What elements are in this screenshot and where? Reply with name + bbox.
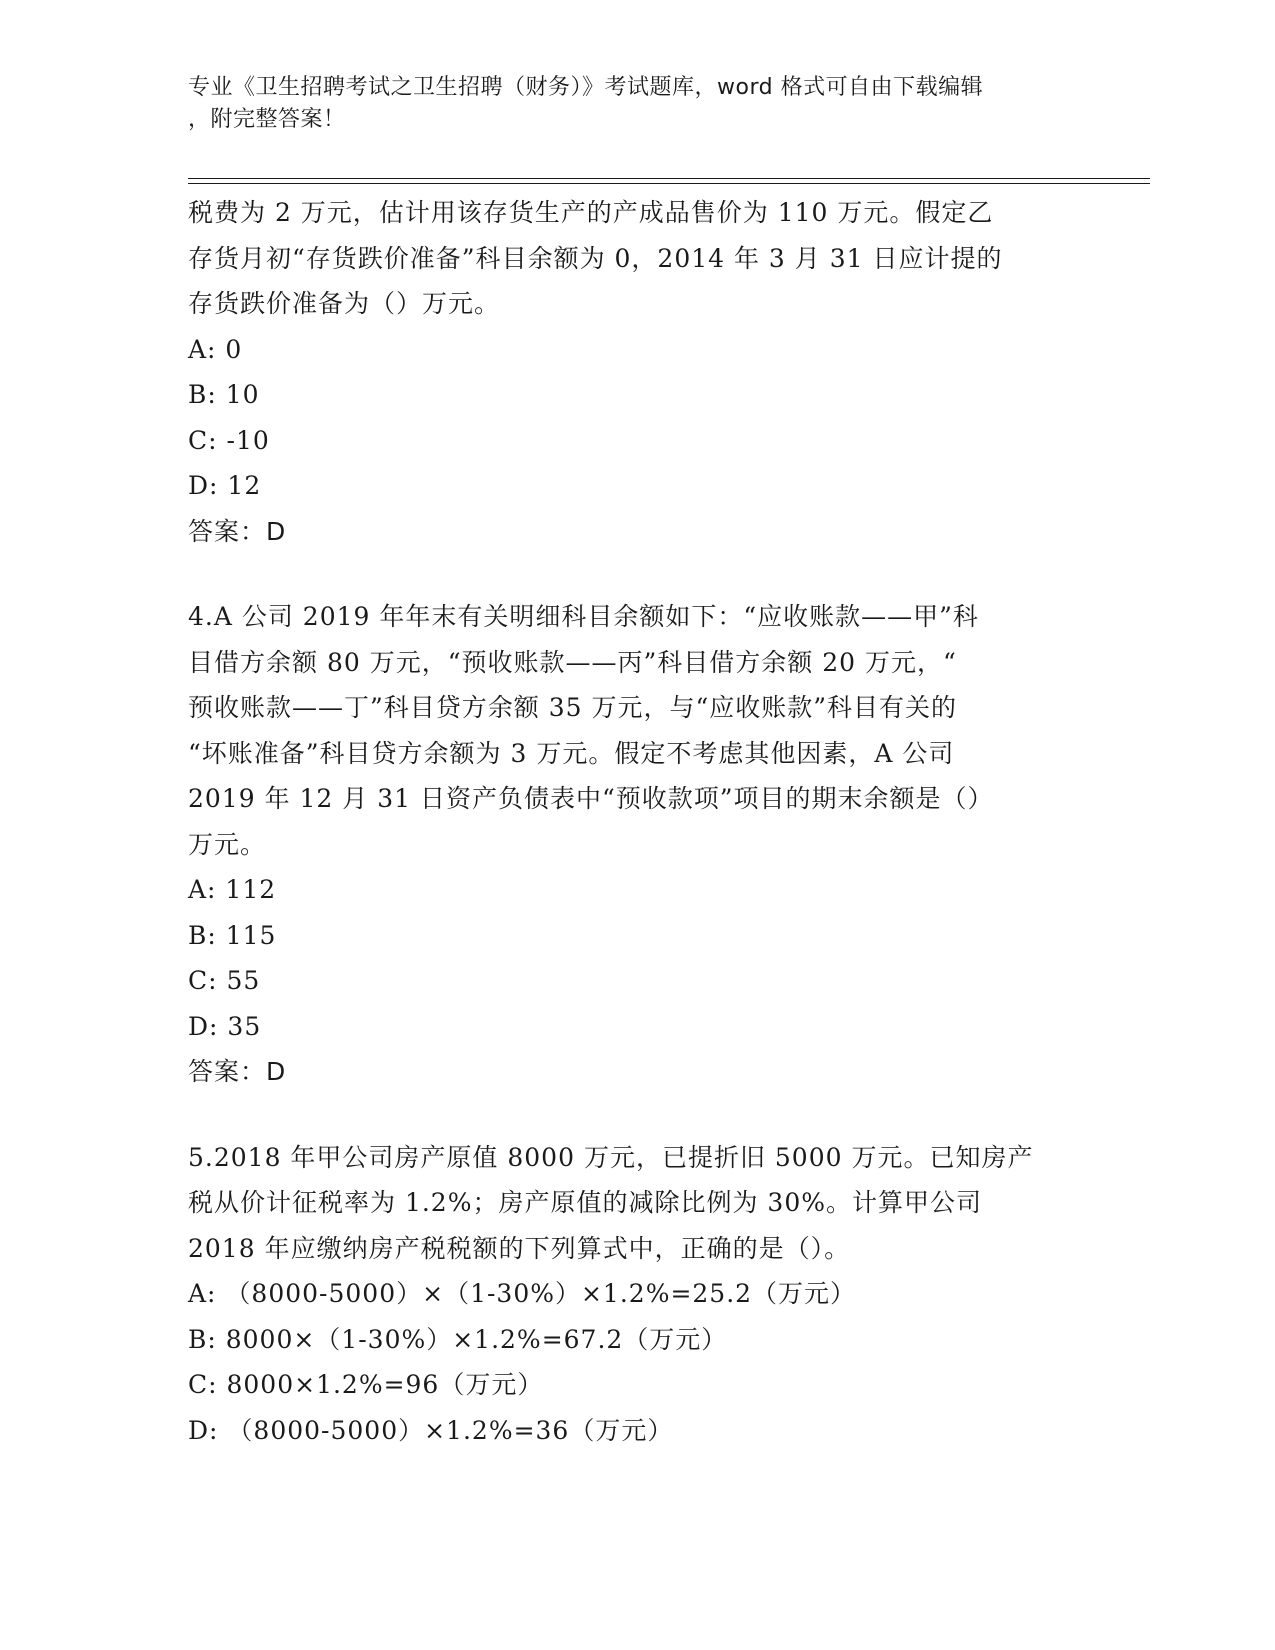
option-a: A: （8000-5000）×（1-30%）×1.2%=25.2（万元） [188,1279,857,1308]
header-divider-bottom [188,183,1150,184]
question-5 [188,1135,1068,1454]
option-b: B: 10 [188,380,260,409]
option-d: D: （8000-5000）×1.2%=36（万元） [188,1415,674,1445]
option-d: D: 35 [188,1011,262,1041]
option-c: C: -10 [188,425,270,455]
question-list [188,190,1068,1453]
question-text-line: 存货跌价准备为（）万元。 [188,289,501,318]
document-header [188,72,1068,136]
option-c: C: 8000×1.2%=96（万元） [188,1370,544,1399]
question-text-line: 税从价计征税率为 1.2%；房产原值的减除比例为 30%。计算甲公司 [188,1188,982,1217]
option-a: A: 0 [188,334,243,364]
option-b: B: 8000×（1-30%）×1.2%=67.2（万元） [188,1324,728,1354]
answer-label: 答案：D [188,516,287,546]
question-text-line: 2019 年 12 月 31 日资产负债表中“预收款项”项目的期末余额是（） [188,784,994,813]
question-text-line: 存货月初“存货跌价准备”科目余额为 0，2014 年 3 月 31 日应计提的 [188,243,1003,273]
header-line: 专业《卫生招聘考试之卫生招聘（财务）》考试题库，word 格式可自由下载编辑 [188,75,984,100]
answer-label: 答案：D [188,1057,287,1086]
question-text-line: 万元。 [188,829,267,859]
question-4 [188,594,1068,1095]
question-text-line: 税费为 2 万元，估计用该存货生产的产成品售价为 110 万元。假定乙 [188,198,994,227]
option-a: A: 112 [188,875,277,904]
question-3 [188,190,1068,554]
header-line: ，附完整答案！ [188,107,346,132]
header-divider-top [188,178,1150,179]
question-text-line: 2018 年应缴纳房产税税额的下列算式中，正确的是（）。 [188,1233,851,1263]
question-text-line: “坏账准备”科目贷方余额为 3 万元。假定不考虑其他因素，A 公司 [188,738,955,768]
question-text-line: 目借方余额 80 万元，“预收账款——丙”科目借方余额 20 万元，“ [188,647,957,677]
option-c: C: 55 [188,966,261,995]
option-b: B: 115 [188,920,277,950]
question-text-line: 5.2018 年甲公司房产原值 8000 万元，已提折旧 5000 万元。已知房产 [188,1142,1034,1172]
option-d: D: 12 [188,471,262,500]
question-text-line: 4.A 公司 2019 年年末有关明细科目余额如下：“应收账款——甲”科 [188,602,979,631]
question-text-line: 预收账款——丁”科目贷方余额 35 万元，与“应收账款”科目有关的 [188,693,958,722]
